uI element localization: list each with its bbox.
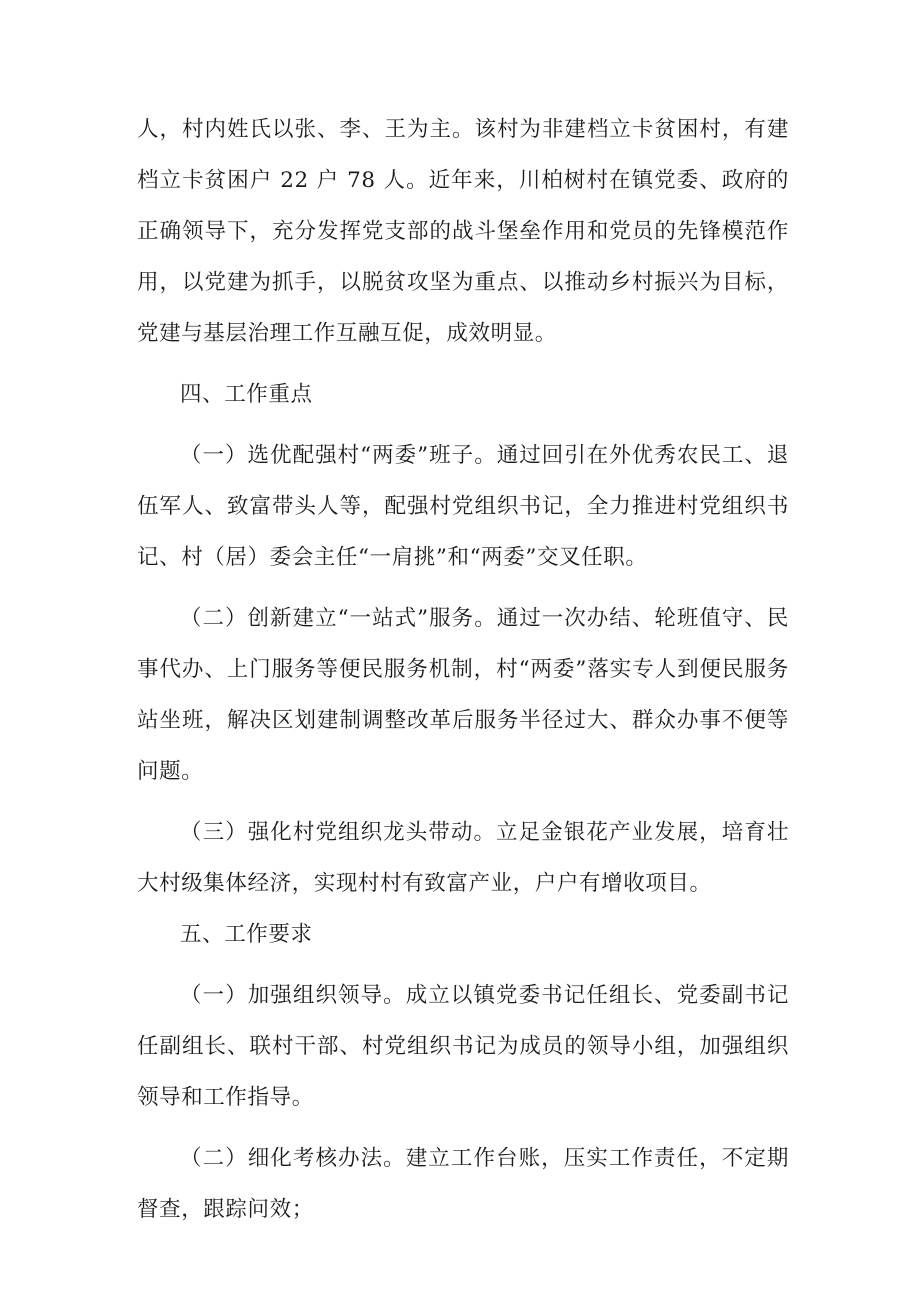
section-heading-work-focus: 四、工作重点	[180, 382, 313, 407]
paragraph-focus-3: （三）强化村党组织龙头带动。立足金银花产业发展，培育壮大村级集体经济，实现村村有致富产业，户户有增收项目。	[137, 820, 789, 896]
section-heading-work-requirements: 五、工作要求	[180, 922, 313, 947]
paragraph-req-2: （二）细化考核办法。建立工作台账，压实工作责任，不定期督查，跟踪问效；	[137, 1146, 789, 1222]
paragraph-req-1: （一）加强组织领导。成立以镇党委书记任组长、党委副书记任副组长、联村干部、村党组织书记为成员的领导小组，加强组织领导和工作指导。	[137, 983, 789, 1110]
paragraph-focus-1: （一）选优配强村“两委”班子。通过回引在外优秀农民工、退伍军人、致富带头人等，配强村党组织书记，全力推进村党组织书记、村（居）委会主任“一肩挑”和“两委”交叉任职。	[137, 443, 789, 570]
document-body	[137, 104, 789, 1235]
paragraph-intro-continued: 人，村内姓氏以张、李、王为主。该村为非建档立卡贫困村，有建档立卡贫困户 22 户 78 人。近年来，川柏树村在镇党委、政府的正确领导下，充分发挥党支部的战斗堡垒作用和党员的先锋模范作用，以党建为抓手，以脱贫攻坚为重点、以推动乡村振兴为目标，党建与基层治理工作互融互促，成效明显。	[137, 117, 789, 346]
paragraph-focus-2: （二）创新建立“一站式”服务。通过一次办结、轮班值守、民事代办、上门服务等便民服务机制，村“两委”落实专人到便民服务站坐班，解决区划建制调整改革后服务半径过大、群众办事不便等问题。	[137, 606, 789, 784]
